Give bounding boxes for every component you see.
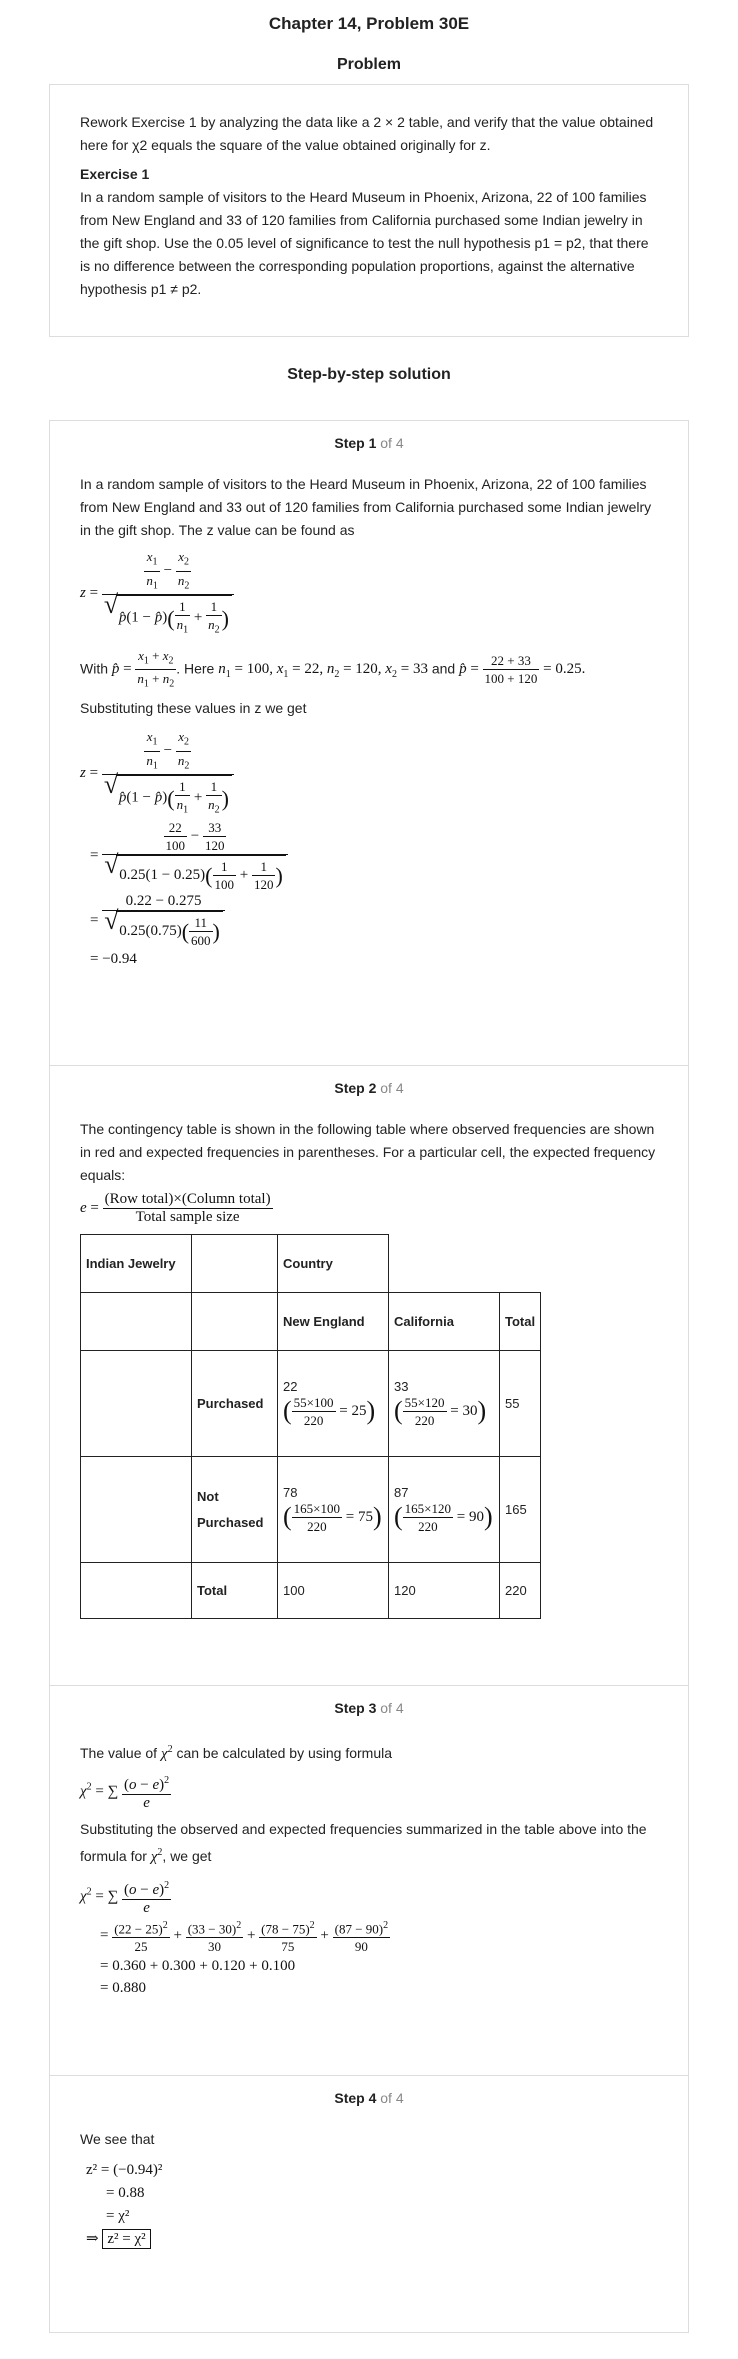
observed-value: 87: [394, 1484, 409, 1500]
cell-not-ne: [278, 1457, 389, 1563]
expected-value: ( $\frac{55\times 100}{220}$ = 25 ): [283, 1394, 376, 1428]
step-2-section: [49, 1065, 689, 1685]
exercise-text: In a random sample of visitors to the Heard Museum in Phoenix, Arizona, 22 of 100 families from New England and 33 of 120 families from California purchased some Indian jewelry in the gift shop. Use the 0.05 level of significance to test the null hypothesis p1 = p2, that there is no difference between the corresponding population proportions, against the alternative hypothesis p1 ≠ p2.: [80, 189, 649, 297]
step-label: Step 1: [334, 435, 377, 451]
chi-line-3: = 0.360 + 0.300 + 0.120 + 0.100: [100, 1958, 296, 1975]
problem-box: [49, 84, 689, 337]
n1-value: 100: [246, 661, 270, 678]
header-california: California: [389, 1293, 500, 1351]
substituting-text: Substituting these values in z we get: [80, 699, 307, 716]
exercise-title: Exercise 1: [80, 166, 150, 182]
phat-value: 0.25: [555, 661, 582, 678]
exp-den: 220: [418, 1518, 438, 1534]
chi-derivation: $\chi^2$ = ∑ $\frac{(o - e)^2}{e}$ = $\frac{(22 - 25)^2}{25}$ + $\frac{(33 - 30)^2}{30}$ + $\frac{(78 - 75)^2}{75}$ + $\frac{(87 - 90)^2}{90}$ = 0.360 + 0.300 + 0.120 + 0.100 = 0.880: [80, 1877, 658, 1999]
step-of: of 4: [380, 1080, 404, 1096]
subst-b: , we get: [162, 1848, 212, 1864]
with-text: With: [80, 660, 108, 677]
problem-heading: Problem: [336, 56, 401, 73]
exp-den: 220: [414, 1412, 435, 1428]
table-row: [81, 1351, 541, 1457]
observed-value: 22: [283, 1378, 298, 1394]
expected-value: ( $\frac{55\times 120}{220}$ = 30 ): [394, 1394, 487, 1428]
step-label: Step 3: [334, 1700, 377, 1716]
solution-heading: Step-by-step solution: [287, 366, 451, 383]
observed-value: 78: [283, 1484, 298, 1500]
step4-line-3: = χ²: [106, 2208, 130, 2224]
step-3-subst: Substituting the observed and expected frequencies summarized in the table above into the formula for $\chi^2$, we get: [80, 1821, 647, 1865]
formula-numerator: (Row total)×(Column total): [104, 1191, 271, 1207]
step4-final: z² = χ²: [102, 2229, 150, 2249]
cell-total-ne: 100: [278, 1563, 389, 1619]
step-3-section: [49, 1685, 689, 2075]
exp-num: 165×120: [404, 1500, 452, 1516]
table-row: [81, 1235, 541, 1293]
step-4-intro: We see that: [80, 2131, 155, 2147]
step-of: of 4: [380, 2090, 404, 2106]
z-derivation: z = $\frac{x_1}{n_1}$ − $\frac{x_2}{n_2}$ √ p̂(1 − p̂)( $\frac{1}{n_1}$ + $\frac{1}{n_2}$ ) = $\frac{22}{100}$ − $\frac{33}{120}$ √ 0.25(1 − 0.25)( $\frac{1}{100}$ + $\frac{1}{120}$ ) = 0.22 − 0.275 √ 0.25(0.75)( $\frac{11}{600}$ ) = −0.94: [80, 728, 658, 969]
header-new-england: New England: [278, 1293, 389, 1351]
exp-result: = 30: [450, 1402, 478, 1419]
step-label: Step 2: [334, 1080, 377, 1096]
intro-b: can be calculated by using formula: [176, 1745, 393, 1761]
step-3-header: [50, 1686, 688, 1716]
cell-total-ca: 120: [389, 1563, 500, 1619]
step-of: of 4: [380, 435, 404, 451]
z-result: = −0.94: [90, 950, 137, 967]
header-country: Country: [278, 1235, 389, 1293]
exp-num: 55×120: [404, 1394, 445, 1410]
cell-total-total: 220: [500, 1563, 541, 1619]
page-title: Chapter 14, Problem 30E: [268, 14, 470, 33]
x1-value: 22: [304, 661, 320, 678]
empty-cell: [389, 1235, 500, 1293]
step-2-intro: The contingency table is shown in the following table where observed frequencies are shown in red and expected frequencies in parentheses. For a particular cell, the expected frequency equals:: [80, 1121, 656, 1183]
step-1-intro: In a random sample of visitors to the Heard Museum in Phoenix, Arizona, 22 of 100 families from New England and 33 out of 120 families from California purchased some Indian jewelry in the gift shop. The z value can be found as: [80, 476, 652, 538]
with-line: With p̂ = $\frac{x_1 + x_2}{n_1 + n_2}$ . Here $n_1 = 100$, $x_1 = 22$, $n_2 = 120$, $x_2 = 33$ and p̂ = $\frac{22 + 33}{100 + 120}$ = 0.25.: [80, 647, 586, 690]
intro-a: The value of: [80, 1745, 158, 1761]
formula-denominator: Total sample size: [135, 1209, 240, 1225]
empty-cell: [192, 1293, 278, 1351]
exp-result: = 90: [456, 1508, 484, 1525]
empty-cell: [192, 1235, 278, 1293]
problem-intro: Rework Exercise 1 by analyzing the data like a 2 × 2 table, and verify that the value obtained here for χ2 equals the square of the value obtained originally for z.: [80, 114, 654, 153]
row-purchased: Purchased: [192, 1351, 278, 1457]
step-3-intro: The value of $\chi^2$ can be calculated by using formula: [80, 1744, 393, 1762]
here-text: . Here: [176, 660, 215, 677]
header-total: Total: [500, 1293, 541, 1351]
table-row: [81, 1293, 541, 1351]
cell-purchased-total: 55: [500, 1351, 541, 1457]
expected-value: ( $\frac{165\times 120}{220}$ = 90 ): [394, 1500, 493, 1534]
exp-den: 220: [303, 1412, 324, 1428]
exp-num: 55×100: [293, 1394, 334, 1410]
table-row: [81, 1563, 541, 1619]
z-formula: z = $\frac{x_1}{n_1}$ − $\frac{x_2}{n_2}$ √ p̂(1 − p̂)( $\frac{1}{n_1}$ + $\frac{1}{n_2}$ ): [80, 548, 658, 639]
step4-line-1: z² = (−0.94)²: [86, 2162, 163, 2178]
expected-formula: e = $\frac{\text{(Row total)×(Column total)}}{\text{Total sample size}}$: [80, 1191, 271, 1225]
empty-cell: [81, 1293, 192, 1351]
contingency-table: [80, 1234, 541, 1619]
empty-cell: [500, 1235, 541, 1293]
empty-cell: [81, 1563, 192, 1619]
step-4-derivation: z² = (−0.94)² = 0.88 = χ² ⇒ z² = χ²: [80, 2159, 658, 2251]
step-of: of 4: [380, 1700, 404, 1716]
empty-cell: [81, 1457, 192, 1563]
row-not-purchased: Not Purchased: [192, 1457, 278, 1563]
row-total: Total: [192, 1563, 278, 1619]
step-4-header: [50, 2076, 688, 2106]
exp-result: = 75: [345, 1508, 373, 1525]
exp-num: 165×100: [293, 1500, 341, 1516]
exp-result: = 25: [339, 1402, 367, 1419]
step-label: Step 4: [334, 2090, 377, 2106]
cell-purchased-ca: [389, 1351, 500, 1457]
subst-a: Substituting the observed and expected frequencies summarized in the table above into the formula for: [80, 1821, 647, 1864]
and-text: and: [431, 660, 456, 677]
step4-line-2: = 0.88: [106, 2185, 145, 2201]
n2-value: 120: [355, 661, 378, 678]
cell-not-total: 165: [500, 1457, 541, 1563]
step-1-header: [50, 421, 688, 451]
expected-value: ( $\frac{165\times 100}{220}$ = 75 ): [283, 1500, 382, 1534]
exp-den: 220: [307, 1518, 327, 1534]
empty-cell: [81, 1351, 192, 1457]
observed-value: 33: [394, 1378, 409, 1394]
chi-line-4: = 0.880: [100, 1980, 146, 1997]
header-jewelry: Indian Jewelry: [81, 1235, 192, 1293]
cell-not-ca: [389, 1457, 500, 1563]
x2-value: 33: [412, 661, 428, 678]
table-row: [81, 1457, 541, 1563]
step-4-section: [49, 2075, 689, 2333]
cell-purchased-ne: [278, 1351, 389, 1457]
step-2-header: [50, 1066, 688, 1096]
step-1-section: [49, 420, 689, 1065]
chi-formula: $\chi^2$ = ∑ $\frac{(o - e)^2}{e}$: [80, 1772, 658, 1812]
